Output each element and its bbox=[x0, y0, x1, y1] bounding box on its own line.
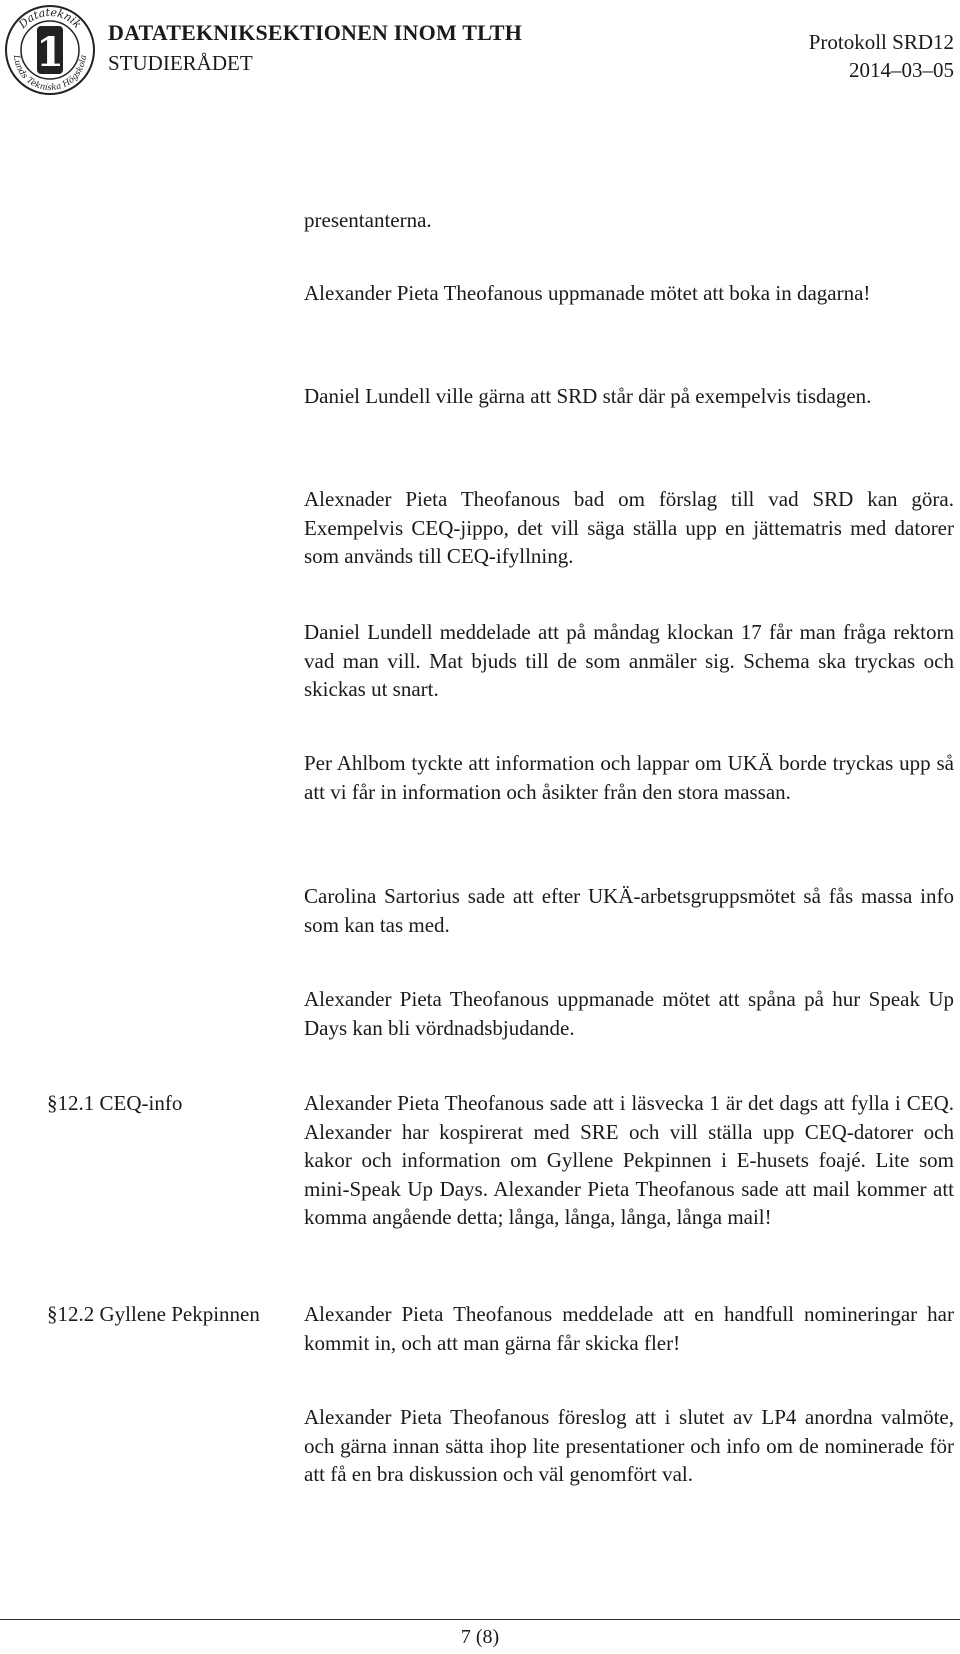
paragraph: Alexander Pieta Theofanous uppmanade mötet att spåna på hur Speak Up Days kan bli vördnadsbjudande. bbox=[304, 987, 954, 1040]
logo-numeral: 1 bbox=[36, 29, 64, 76]
paragraph: Daniel Lundell ville gärna att SRD står där på exempelvis tisdagen. bbox=[304, 384, 872, 408]
paragraph: Daniel Lundell meddelade att på måndag klockan 17 får man fråga rektorn vad man vill. Mat bjuds till de som anmäler sig. Schema ska tryckas och skickas ut snart. bbox=[304, 620, 954, 702]
footer-divider bbox=[0, 1619, 960, 1620]
section-text: Alexander Pieta Theofanous sade att i läsvecka 1 är det dags att fylla i CEQ. Alexander har kospirerat med SRE och vill ställa upp CEQ-datorer och kakor och information om Gyllene Pekpinnen i E-husets foajé. Lite som mini-Speak Up Days. Alexander Pieta Theofanous sade att mail kommer att komma angående detta; långa, långa, långa, långa mail! bbox=[304, 1091, 954, 1230]
protocol-title: Protokoll SRD12 bbox=[808, 30, 954, 54]
section-heading-gyllene-pekpinnen: §12.2 Gyllene Pekpinnen bbox=[47, 1302, 260, 1326]
paragraph: Per Ahlbom tyckte att information och lappar om UKÄ borde tryckas upp så att vi får in information och åsikter från den stora massan. bbox=[304, 751, 954, 804]
paragraph: presentanterna. bbox=[304, 208, 432, 232]
page-number: 7 (8) bbox=[460, 1626, 500, 1648]
section-heading-ceq-info: §12.1 CEQ-info bbox=[47, 1091, 183, 1115]
section-text: Alexander Pieta Theofanous föreslog att i slutet av LP4 anordna valmöte, och gärna innan sätta ihop lite presentationer och info om de nominerade för att få en bra diskussion och väl genomfört val. bbox=[304, 1405, 954, 1487]
section-text: Alexander Pieta Theofanous meddelade att en handfull nomineringar har kommit in, och att man gärna får skicka fler! bbox=[304, 1302, 954, 1355]
paragraph: Carolina Sartorius sade att efter UKÄ-arbetsgruppsmötet så fås massa info som kan tas med. bbox=[304, 884, 954, 937]
paragraph: Alexander Pieta Theofanous uppmanade mötet att boka in dagarna! bbox=[304, 281, 871, 305]
paragraph: Alexnader Pieta Theofanous bad om förslag till vad SRD kan göra. Exempelvis CEQ-jippo, det vill säga ställa upp en jättematris med datorer som används till CEQ-ifyllning. bbox=[304, 487, 954, 569]
logo-top-text: Datateknik bbox=[16, 5, 85, 31]
organization-name: DATATEKNIKSEKTIONEN INOM TLTH bbox=[108, 20, 523, 45]
logo-bottom-text: Lunds Tekniska Högskola bbox=[10, 54, 90, 94]
protocol-date: 2014–03–05 bbox=[849, 58, 954, 82]
datateknik-logo bbox=[4, 4, 96, 96]
department-name: STUDIERÅDET bbox=[108, 51, 253, 75]
